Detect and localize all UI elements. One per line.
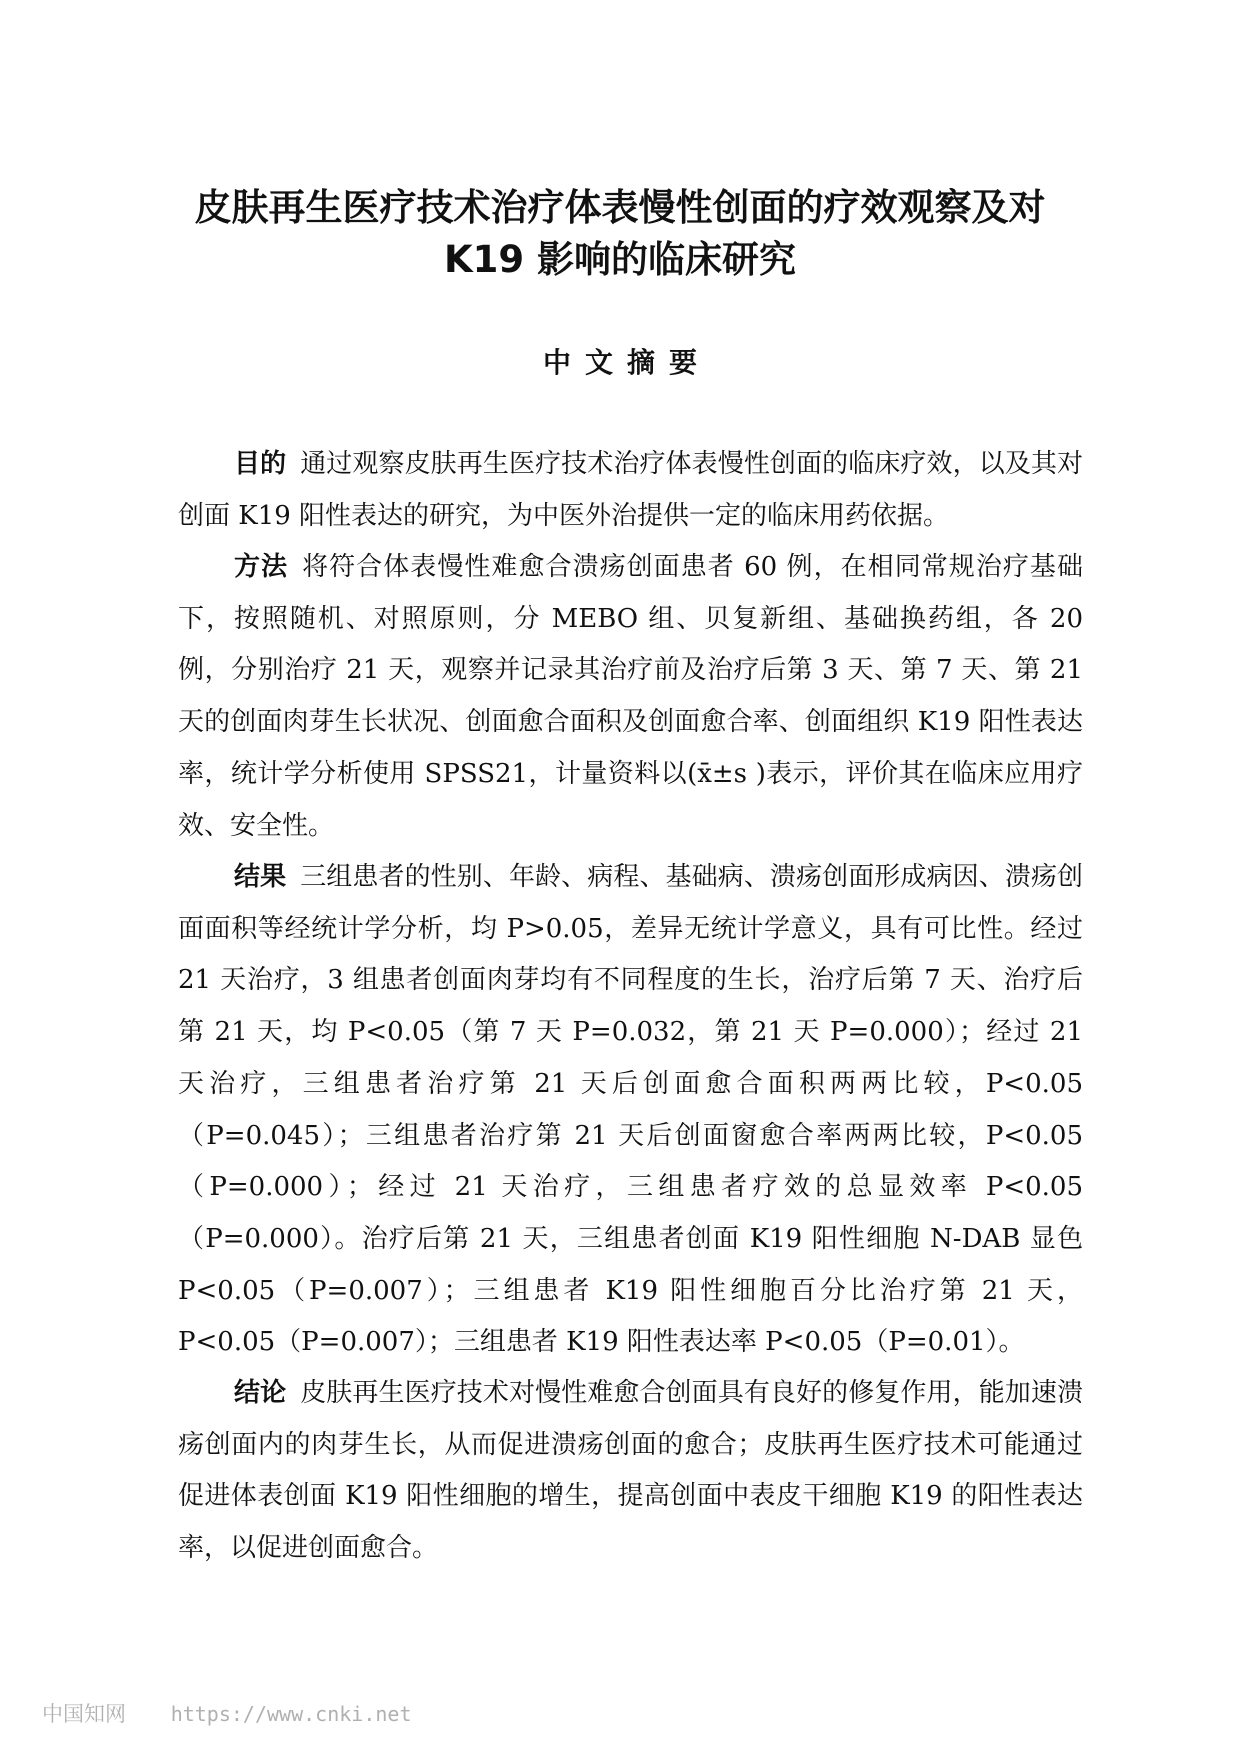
objective-paragraph	[178, 439, 1083, 542]
results-label: 结果	[234, 862, 287, 892]
footer-site-name: 中国知网	[42, 1702, 126, 1726]
results-paragraph	[178, 852, 1083, 1369]
conclusion-text: 皮肤再生医疗技术对慢性难愈合创面具有良好的修复作用，能加速溃疡创面内的肉芽生长，从而促进溃疡创面的愈合；皮肤再生医疗技术可能通过促进体表创面 K19 阳性细胞的增生，提高创面中表皮干细胞 K19 的阳性表达率，以促进创面愈合。	[178, 1378, 1083, 1564]
methods-paragraph	[178, 542, 1083, 852]
footer-url: https://www.cnki.net	[170, 1702, 412, 1726]
abstract-heading: 中文摘要	[542, 346, 711, 379]
methods-label: 方法	[234, 552, 289, 582]
conclusion-label: 结论	[234, 1378, 287, 1408]
objective-label: 目的	[234, 449, 287, 479]
methods-text: 将符合体表慢性难愈合溃疡创面患者 60 例，在相同常规治疗基础下，按照随机、对照原则，分 MEBO 组、贝复新组、基础换药组，各 20 例，分别治疗 21 天，观察并记录其治疗前及治疗后第 3 天、第 7 天、第 21 天的创面肉芽生长状况、创面愈合面积及创面愈合率、创面组织 K19 阳性表达率，统计学分析使用 SPSS21，计量资料以(x̄±s )表示，评价其在临床应用疗效、安全性。	[178, 552, 1083, 841]
title-line-1: 皮肤再生医疗技术治疗体表慢性创面的疗效观察及对	[194, 186, 1046, 229]
results-text: 三组患者的性别、年龄、病程、基础病、溃疡创面形成病因、溃疡创面面积等经统计学分析，均 P>0.05，差异无统计学意义，具有可比性。经过 21 天治疗，3 组患者创面肉芽均有不同程度的生长，治疗后第 7 天、治疗后第 21 天，均 P<0.05（第 7 天 P=0.032，第 21 天 P=0.000）；经过 21 天治疗，三组患者治疗第 21 天后创面愈合面积两两比较，P<0.05（P=0.045）；三组患者治疗第 21 天后创面窗愈合率两两比较，P<0.05（P=0.000）；经过 21 天治疗，三组患者疗效的总显效率 P<0.05（P=0.000）。治疗后第 21 天，三组患者创面 K19 阳性细胞 N-DAB 显色 P<0.05（P=0.007）；三组患者 K19 阳性细胞百分比治疗第 21 天，P<0.05（P=0.007）；三组患者 K19 阳性表达率 P<0.05（P=0.01）。	[178, 862, 1083, 1358]
title-line-2: K19 影响的临床研究	[443, 238, 797, 281]
footer-watermark	[42, 1698, 412, 1728]
objective-text: 通过观察皮肤再生医疗技术治疗体表慢性创面的临床疗效，以及其对创面 K19 阳性表达的研究，为中医外治提供一定的临床用药依据。	[178, 449, 1083, 531]
conclusion-paragraph	[178, 1368, 1083, 1575]
